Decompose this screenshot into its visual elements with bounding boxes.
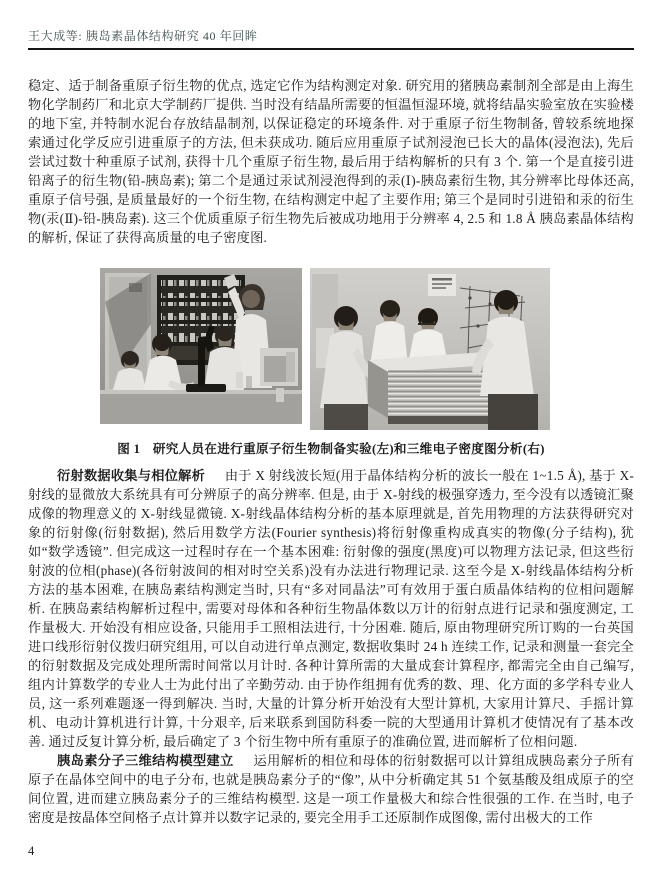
section-model: [28, 751, 634, 827]
section-diffraction: [28, 466, 634, 751]
page-number: 4: [28, 844, 35, 858]
figure-1: [100, 268, 550, 430]
figure-label: 图 1: [117, 442, 141, 456]
body-paragraph-continuation: [28, 76, 634, 247]
figure-caption-text: 研究人员在进行重原子衍生物制备实验(左)和三维电子密度图分析(右): [152, 442, 545, 456]
paragraph-text: 稳定、适于制备重原子衍生物的优点, 选定它作为结构测定对象. 研究用的猪胰岛素制剂全部是由上海生物化学制药厂和北京大学制药厂提供. 当时没有结晶所需要的恒温恒湿环境, 就将结晶实验室放在实验楼的地下室, 并特制水泥台存放结晶制剂, 以保证稳定的环境条件. 对于重原子衍生物制备, 曾较系统地探索通过化学反应引进重原子的方法, 但未获成功. 随后应用重原子试剂浸泡已长大的晶体(浸泡法), 先后尝试过数十种重原子试剂, 获得十几个重原子衍生物, 最后用于结构解析的只有 3 个. 第一个是直接引进铅离子的衍生物(铅-胰岛素); 第二个是通过汞试剂浸泡得到的汞(Ⅰ)-胰岛素衍生物, 其分辨率比母体还高, 重原子信号强, 是质量最好的一个衍生物, 在结构测定中起了主要作用; 第三个是同时引进铅和汞的衍生物(汞(Ⅱ)-铅-胰岛素). 这三个优质重原子衍生物先后被成功地用于分辨率 4, 2.5 和 1.8 Å 胰岛素晶体结构的解析, 保证了获得高质量的电子密度图.: [28, 78, 634, 245]
section-heading-model: 胰岛素分子三维结构模型建立: [57, 753, 234, 768]
figure-photo-left-lab-experiment: [100, 268, 302, 424]
figure-caption: [28, 438, 634, 457]
figure-photo-right-density-map: [310, 268, 550, 430]
running-header: 王大成等: 胰岛素晶体结构研究 40 年回眸: [28, 29, 258, 43]
section-heading-diffraction: 衍射数据收集与相位解析: [57, 468, 206, 483]
section-body-model: 运用解析的相位和母体的衍射数据可以计算组成胰岛素分子所有原子在晶体空间中的电子分布, 也就是胰岛素分子的“像”, 从中分析确定其 51 个氨基酸及组成原子的空间位置, 进而建立胰岛素分子的三维结构模型. 这是一项工作量极大和综合性很强的工作. 在当时, 电子密度是按晶体空间格子点计算并以数字记录的, 要完全用手工还原制作成图像, 需付出极大的工作: [28, 753, 635, 825]
body-sections: [28, 466, 634, 827]
section-body-diffraction: 由于 X 射线波长短(用于晶体结构分析的波长一般在 1~1.5 Å), 基于 X-射线的显微放大系统具有可分辨原子的高分辨率. 但是, 由于 X-射线的极强穿透力, 至今没有以透镜汇聚成像的物理意义的 X-射线显微镜. X-射线晶体结构分析的基本原理就是, 首先用物理的方法获得研究对象的衍射像(衍射数据), 然后用数学方法(Fourier synthesis)将衍射像重构成真实的物像(分子结构), 犹如“数学透镜”. 但完成这一过程时存在一个基本困难: 衍射像的强度(黑度)可以物理方法记录, 但这些衍射波的位相(phase)(各衍射波间的相对时空关系)没有办法进行物理记录. 这至今是 X-射线晶体结构分析方法的基本困难, 在胰岛素结构测定当时, 只有“多对同晶法”可有效用于蛋白质晶体结构的位相问题解析. 在胰岛素结构解析过程中, 需要对母体和各种衍生物晶体数以万计的衍射点进行记录和强度测定, 工作量极大. 开始没有相应设备, 只能用手工照相法进行, 十分困难. 随后, 原由物理研究所订购的一台英国进口线形衍射仪拨归研究组用, 可以自动进行单点测定, 数据收集时 24 h 连续工作, 记录和测量一套完全的衍射数据及完成处理所需时间常以月计时. 各种计算所需的大量成套计算程序, 都需完全由自己编写, 组内计算数学的专业人士为此付出了辛勤劳动. 由于协作组拥有优秀的数、理、化方面的多学科专业人员, 这一系列难题逐一得到解决. 当时, 大量的计算分析开始没有大型计算机, 大家用计算尺、手摇计算机、电动计算机进行计算, 十分艰辛, 后来联系到国防科委一院的大型通用计算机才使情况有了基本改善. 通过反复计算分析, 最后确定了 3 个衍生物中所有重原子的准确位置, 进而解析了位相问题.: [28, 468, 634, 749]
header-rule: [28, 48, 634, 50]
